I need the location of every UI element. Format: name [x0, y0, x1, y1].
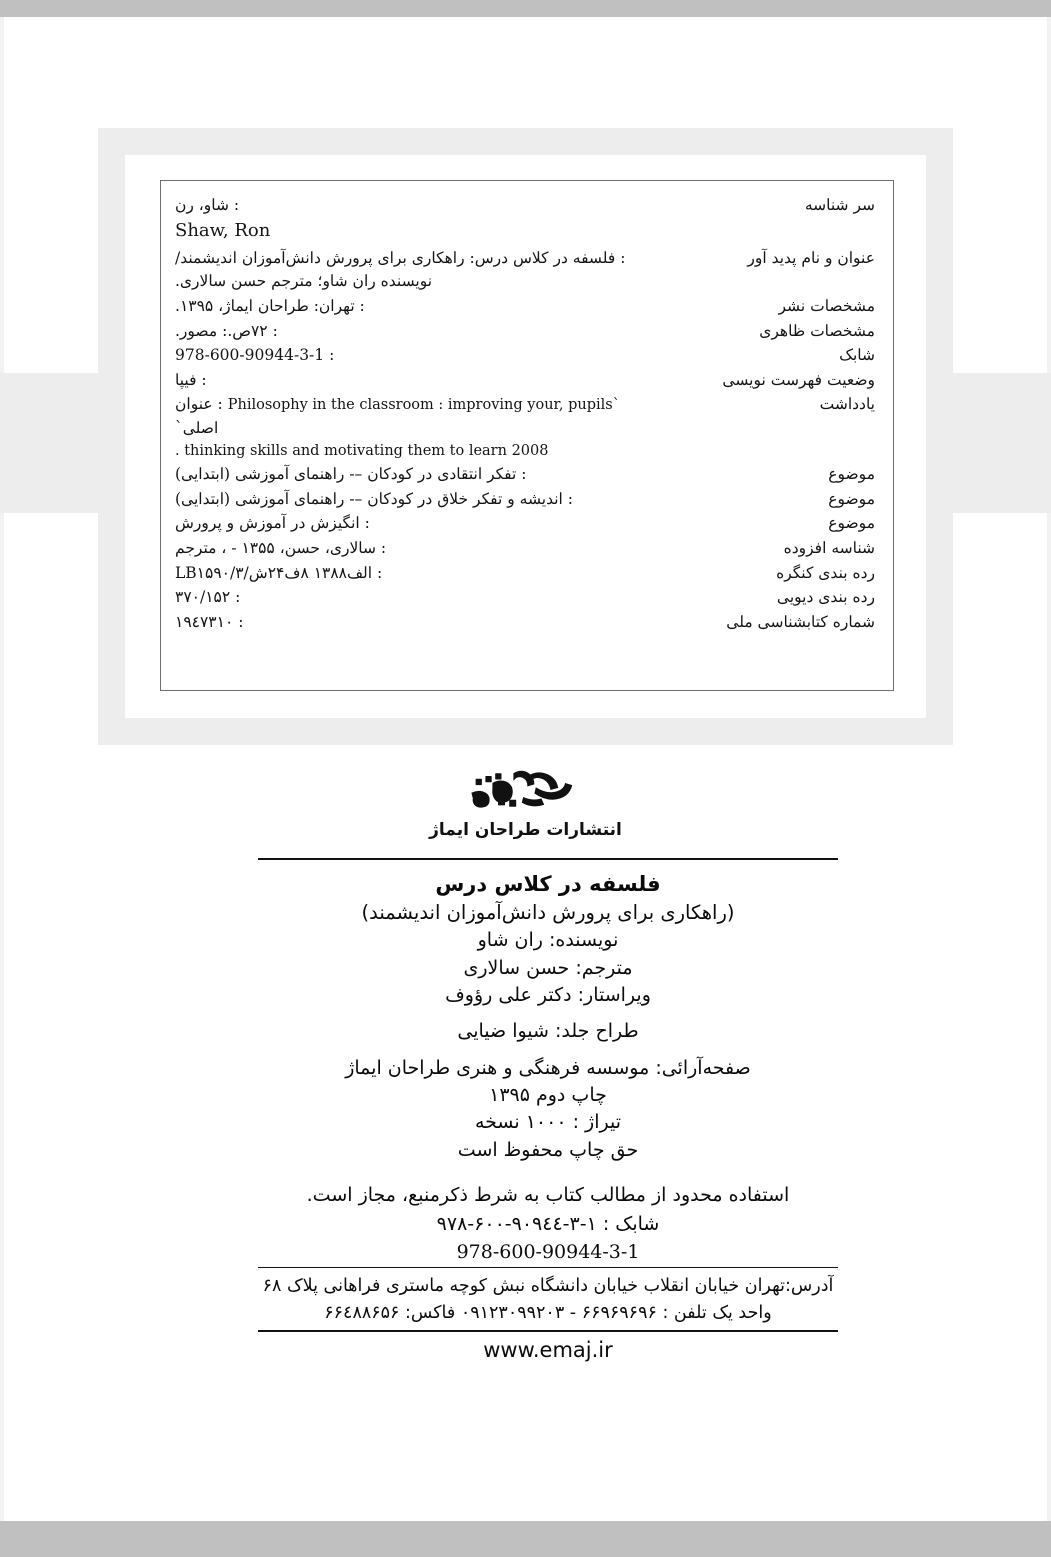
cip-value: : اندیشه و تفکر خلاق در کودکان –- راهنمای آموزشی (ابتدایی) — [175, 489, 573, 508]
copyright-statement: حق چاپ محفوظ است — [457, 1138, 639, 1161]
publisher-logo-block — [0, 762, 1051, 840]
cip-value — [175, 393, 663, 463]
table-row — [175, 463, 875, 488]
cover-designer: طراح جلد: شیوا ضیایی — [457, 1020, 639, 1043]
table-row — [175, 193, 875, 246]
cip-label: وضعیت فهرست نویسی — [722, 370, 875, 389]
publisher-website[interactable]: www.emaj.ir — [483, 1337, 613, 1362]
usage-notice: استفاده محدود از مطالب کتاب به شرط ذکرمنبع، مجاز است. — [306, 1184, 790, 1207]
cip-value: : تهران: طراحان ایماژ، ۱۳۹۵. — [175, 297, 365, 315]
cip-label: مشخصات نشر — [778, 297, 875, 315]
cip-value-text: : عنوان اصلی` — [175, 395, 223, 437]
table-row — [175, 512, 875, 537]
cip-value: : ۱۹٤۷۳۱۰ — [175, 612, 244, 631]
table-row — [175, 487, 875, 512]
cip-label: رده بندی دیویی — [776, 588, 875, 607]
cip-value-isbn: : 978-600-90944-3-1 — [175, 346, 335, 365]
table-row — [175, 586, 875, 611]
book-author: نویسنده: ران شاو — [477, 929, 619, 952]
cip-original-title-latin-2: . thinking skills and motivating them to learn 2008 — [175, 443, 549, 460]
address-line-1: آدرس:تهران خیابان انقلاب خیابان دانشگاه نبش کوچه ماستری فراهانی پلاک ۶۸ — [262, 1276, 834, 1297]
cip-original-title-latin: Philosophy in the classroom : improving your, pupils` — [227, 397, 620, 414]
table-row — [175, 561, 875, 586]
cip-label: یادداشت — [819, 395, 875, 414]
page-layout-credit: صفحه‌آرائی: موسسه فرهنگی و هنری طراحان ایماژ — [345, 1056, 751, 1079]
book-title: فلسفه در کلاس درس — [435, 872, 661, 896]
cip-label: شناسه افزوده — [783, 538, 875, 557]
cip-label: مشخصات ظاهری — [759, 321, 875, 340]
book-translator: مترجم: حسن سالاری — [463, 956, 633, 979]
book-editor: ویراستار: دکتر علی رؤوف — [445, 984, 651, 1007]
cip-label: عنوان و نام پدید آور — [747, 248, 875, 267]
cip-value: : سالاری، حسن، ۱۳۵۵ - ، مترجم — [175, 538, 387, 557]
spacer — [258, 1046, 838, 1055]
table-row — [175, 319, 875, 344]
cip-value: : انگیزش در آموزش و پرورش — [175, 514, 370, 533]
spacer — [258, 1009, 838, 1018]
emaj-logo-icon — [456, 762, 596, 818]
usage-notice-block — [258, 1181, 838, 1267]
table-row — [175, 368, 875, 393]
book-subtitle: (راهکاری برای پرورش دانش‌آموزان اندیشمند) — [361, 901, 735, 925]
spacer — [258, 1164, 838, 1181]
table-row — [175, 344, 875, 369]
cip-label: موضوع — [828, 514, 875, 533]
cip-value-latin: Shaw, Ron — [175, 220, 271, 242]
table-row — [175, 536, 875, 561]
cip-value: : ۷۲ص.: مصور. — [175, 321, 278, 340]
cip-value: : ۳۷۰/۱۵۲ — [175, 588, 241, 607]
cip-value-text: : فلسفه در کلاس درس: راهکاری برای پرورش دانش‌آموزان اندیشمند/ — [175, 248, 626, 267]
address-line-2: واحد یک تلفن : ۶۶۹۶۹۶۹۶ - ۰۹۱۲۳۰۹۹۲۰۳ فاکس: ۶۶٤۸۸۶۵۶ — [324, 1303, 772, 1324]
cip-label: رده بندی کنگره — [776, 563, 875, 582]
cip-value — [175, 193, 663, 246]
cip-table — [175, 193, 875, 635]
cip-value: : فیپا — [175, 370, 207, 389]
publisher-logo-caption: انتشارات طراحان ایماژ — [429, 820, 622, 840]
cip-label: شابک — [839, 346, 875, 365]
cip-label: سر شناسه — [804, 195, 875, 214]
cip-label: شماره کتابشناسی ملی — [726, 612, 875, 631]
cip-value-text: : شاو، رن — [175, 195, 240, 214]
scan-band-bottom — [0, 1521, 1051, 1557]
cip-label: موضوع — [828, 465, 875, 484]
table-row — [175, 393, 875, 463]
table-row — [175, 610, 875, 635]
cip-value: : تفکر انتقادی در کودکان –- راهنمای آموزشی (ابتدایی) — [175, 465, 527, 484]
cip-label: موضوع — [828, 489, 875, 508]
isbn-latin: 978-600-90944-3-1 — [456, 1241, 640, 1264]
cip-value — [175, 246, 663, 294]
cip-record-box — [160, 180, 894, 691]
colophon-block — [258, 858, 838, 1362]
scan-band-top — [0, 0, 1051, 17]
table-row — [175, 295, 875, 320]
table-row — [175, 246, 875, 294]
colophon-credits — [258, 860, 838, 1164]
edition-info: چاپ دوم ۱۳۹۵ — [489, 1084, 607, 1107]
print-run: تیراژ : ۱۰۰۰ نسخه — [474, 1111, 621, 1134]
publisher-address-block — [258, 1268, 838, 1330]
cip-value-text-2: نویسنده ران شاو؛ مترجم حسن سالاری. — [175, 272, 433, 291]
cip-value: : الف۱۳۸۸ ۸ف۲۴ش/LB۱۵۹۰/۳ — [175, 563, 383, 582]
isbn-persian: شابک : ۱-۳-۹۰۹٤٤-۶۰۰-۹۷۸ — [436, 1212, 660, 1235]
